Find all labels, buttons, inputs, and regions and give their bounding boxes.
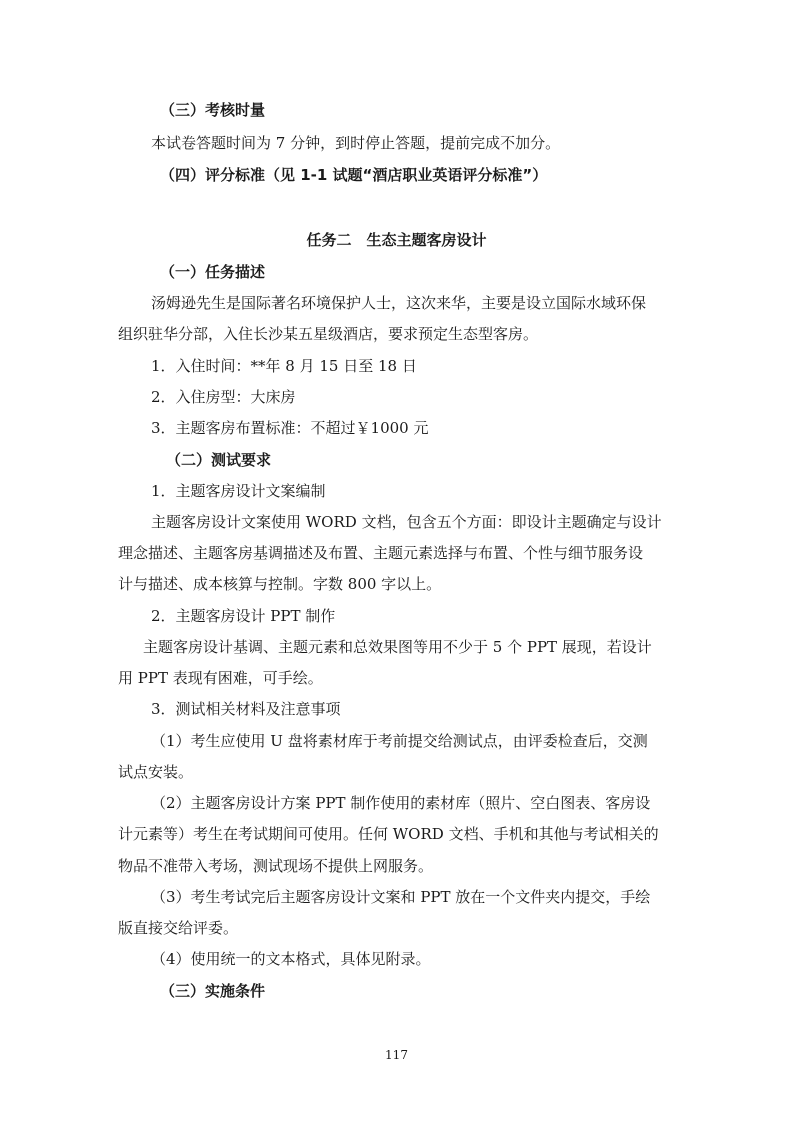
section4-heading: （四）评分标准（见 1-1 试题“酒店职业英语评分标准”） [160, 166, 548, 184]
task-item-3: 3．主题客房布置标准：不超过￥1000 元 [151, 419, 429, 437]
test-req-heading: （二）测试要求 [166, 451, 272, 469]
note4-line-1: （4）使用统一的文本格式，具体见附录。 [151, 950, 431, 968]
note3-line-1: （3）考生考试完后主题客房设计文案和 PPT 放在一个文件夹内提交，手绘 [151, 888, 651, 906]
req1-line-3: 计与描述、成本核算与控制。字数 800 字以上。 [118, 575, 442, 593]
section3-text: 本试卷答题时间为 7 分钟，到时停止答题，提前完成不加分。 [151, 134, 561, 152]
task-desc-line-1: 汤姆逊先生是国际著名环境保护人士，这次来华，主要是设立国际水域环保 [151, 294, 647, 312]
task-desc-heading: （一）任务描述 [160, 263, 266, 281]
note2-line-1: （2）主题客房设计方案 PPT 制作使用的素材库（照片、空白图表、客房设 [151, 794, 651, 812]
req3-heading: 3．测试相关材料及注意事项 [151, 700, 341, 718]
req1-line-2: 理念描述、主题客房基调描述及布置、主题元素选择与布置、个性与细节服务设 [118, 544, 644, 562]
note2-line-2: 计元素等）考生在考试期间可使用。任何 WORD 文档、手机和其他与考试相关的 [118, 825, 659, 843]
page-number: 117 [385, 1048, 408, 1062]
note2-line-3: 物品不准带入考场，测试现场不提供上网服务。 [118, 857, 434, 875]
req2-line-1: 主题客房设计基调、主题元素和总效果图等用不少于 5 个 PPT 展现，若设计 [143, 638, 652, 656]
task-item-2: 2．入住房型：大床房 [151, 388, 296, 406]
impl-heading: （三）实施条件 [160, 982, 266, 1000]
note1-line-1: （1）考生应使用 U 盘将素材库于考前提交给测试点，由评委检查后，交测 [151, 732, 648, 750]
req2-line-2: 用 PPT 表现有困难，可手绘。 [118, 669, 323, 687]
req2-heading: 2．主题客房设计 PPT 制作 [151, 607, 336, 625]
req1-line-1: 主题客房设计文案使用 WORD 文档，包含五个方面：即设计主题确定与设计 [151, 513, 662, 531]
req1-heading: 1．主题客房设计文案编制 [151, 482, 326, 500]
task2-title: 任务二 生态主题客房设计 [306, 231, 487, 249]
task-item-1: 1．入住时间：**年 8 月 15 日至 18 日 [151, 357, 417, 375]
note3-line-2: 版直接交给评委。 [118, 919, 239, 937]
task-desc-line-2: 组织驻华分部，入住长沙某五星级酒店，要求预定生态型客房。 [118, 325, 539, 343]
note1-line-2: 试点安装。 [118, 763, 194, 781]
section3-heading: （三）考核时量 [160, 101, 266, 119]
